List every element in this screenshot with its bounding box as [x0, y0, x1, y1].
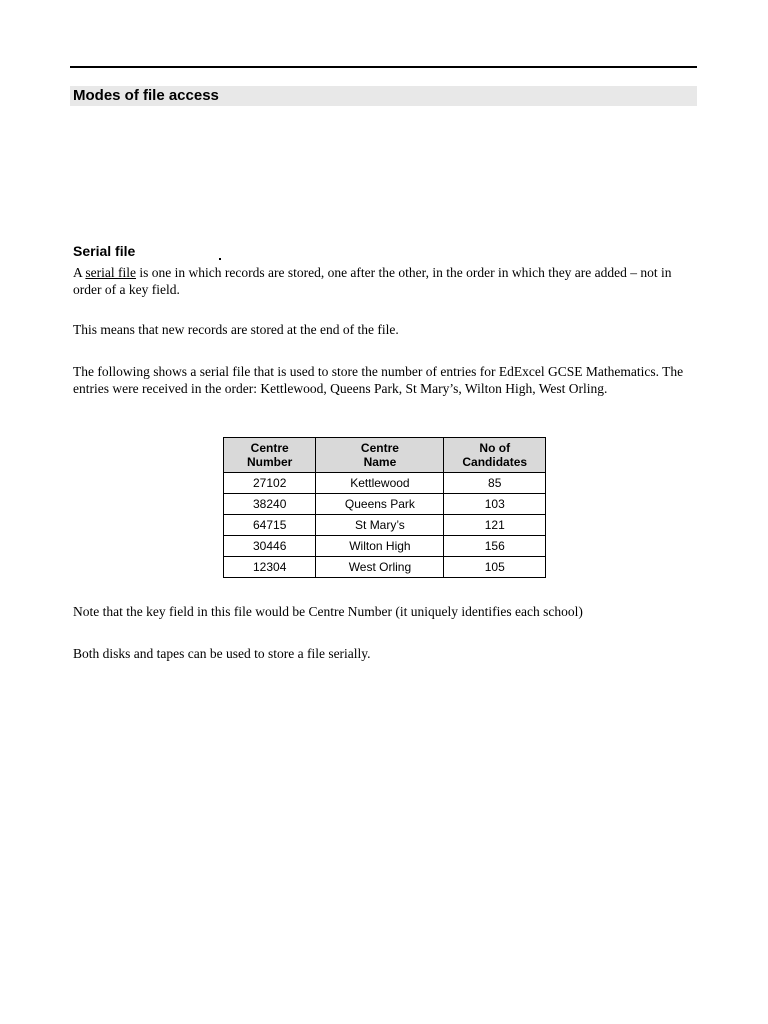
- paragraph-definition-suffix: is one in which records are stored, one after the other, in the order in which they are added – not in order of a key field.: [73, 265, 672, 297]
- cell-centre-name: West Orling: [316, 557, 444, 578]
- paragraph-new-records: This means that new records are stored at the end of the file.: [73, 322, 399, 337]
- cell-candidates: 105: [444, 557, 546, 578]
- cell-centre-number: 38240: [224, 494, 316, 515]
- table-header-row: [224, 438, 546, 473]
- paragraph-example-intro: The following shows a serial file that is used to store the number of entries for EdExcel GCSE Mathematics. The entries were received in the order: Kettlewood, Queens Park, St Mary’s, Wilton High, West Orling.: [73, 364, 684, 396]
- subheading-serial-file: Serial file: [73, 243, 136, 259]
- table-row: [224, 515, 546, 536]
- header-centre-number: [224, 438, 316, 473]
- cell-centre-name: St Mary’s: [316, 515, 444, 536]
- table-row: [224, 494, 546, 515]
- paragraph-definition: [73, 264, 693, 298]
- header-line: Name: [363, 455, 397, 469]
- paragraph-storage-media: Both disks and tapes can be used to store a file serially.: [73, 646, 371, 661]
- serial-file-term: serial file: [85, 265, 136, 280]
- paragraph-key-field-note: Note that the key field in this file would be Centre Number (it uniquely identifies each school): [73, 604, 583, 619]
- header-line: Number: [247, 455, 293, 469]
- paragraph-definition-prefix: A: [73, 265, 86, 280]
- header-line: Centre: [250, 441, 289, 455]
- cell-centre-number: 30446: [224, 536, 316, 557]
- header-line: No of: [479, 441, 511, 455]
- cell-centre-name: Kettlewood: [316, 473, 444, 494]
- cell-candidates: 85: [444, 473, 546, 494]
- entries-table: [223, 437, 546, 578]
- cell-candidates: 121: [444, 515, 546, 536]
- cell-centre-name: Queens Park: [316, 494, 444, 515]
- header-line: Centre: [360, 441, 399, 455]
- stray-dot: [219, 258, 221, 260]
- table-row: [224, 557, 546, 578]
- cell-centre-number: 64715: [224, 515, 316, 536]
- table-row: [224, 536, 546, 557]
- header-line: Candidates: [462, 455, 528, 469]
- cell-centre-number: 12304: [224, 557, 316, 578]
- header-no-of-candidates: [444, 438, 546, 473]
- top-rule: [70, 66, 697, 68]
- section-heading: Modes of file access: [70, 86, 697, 106]
- cell-centre-name: Wilton High: [316, 536, 444, 557]
- cell-candidates: 103: [444, 494, 546, 515]
- cell-candidates: 156: [444, 536, 546, 557]
- cell-centre-number: 27102: [224, 473, 316, 494]
- table-row: [224, 473, 546, 494]
- header-centre-name: [316, 438, 444, 473]
